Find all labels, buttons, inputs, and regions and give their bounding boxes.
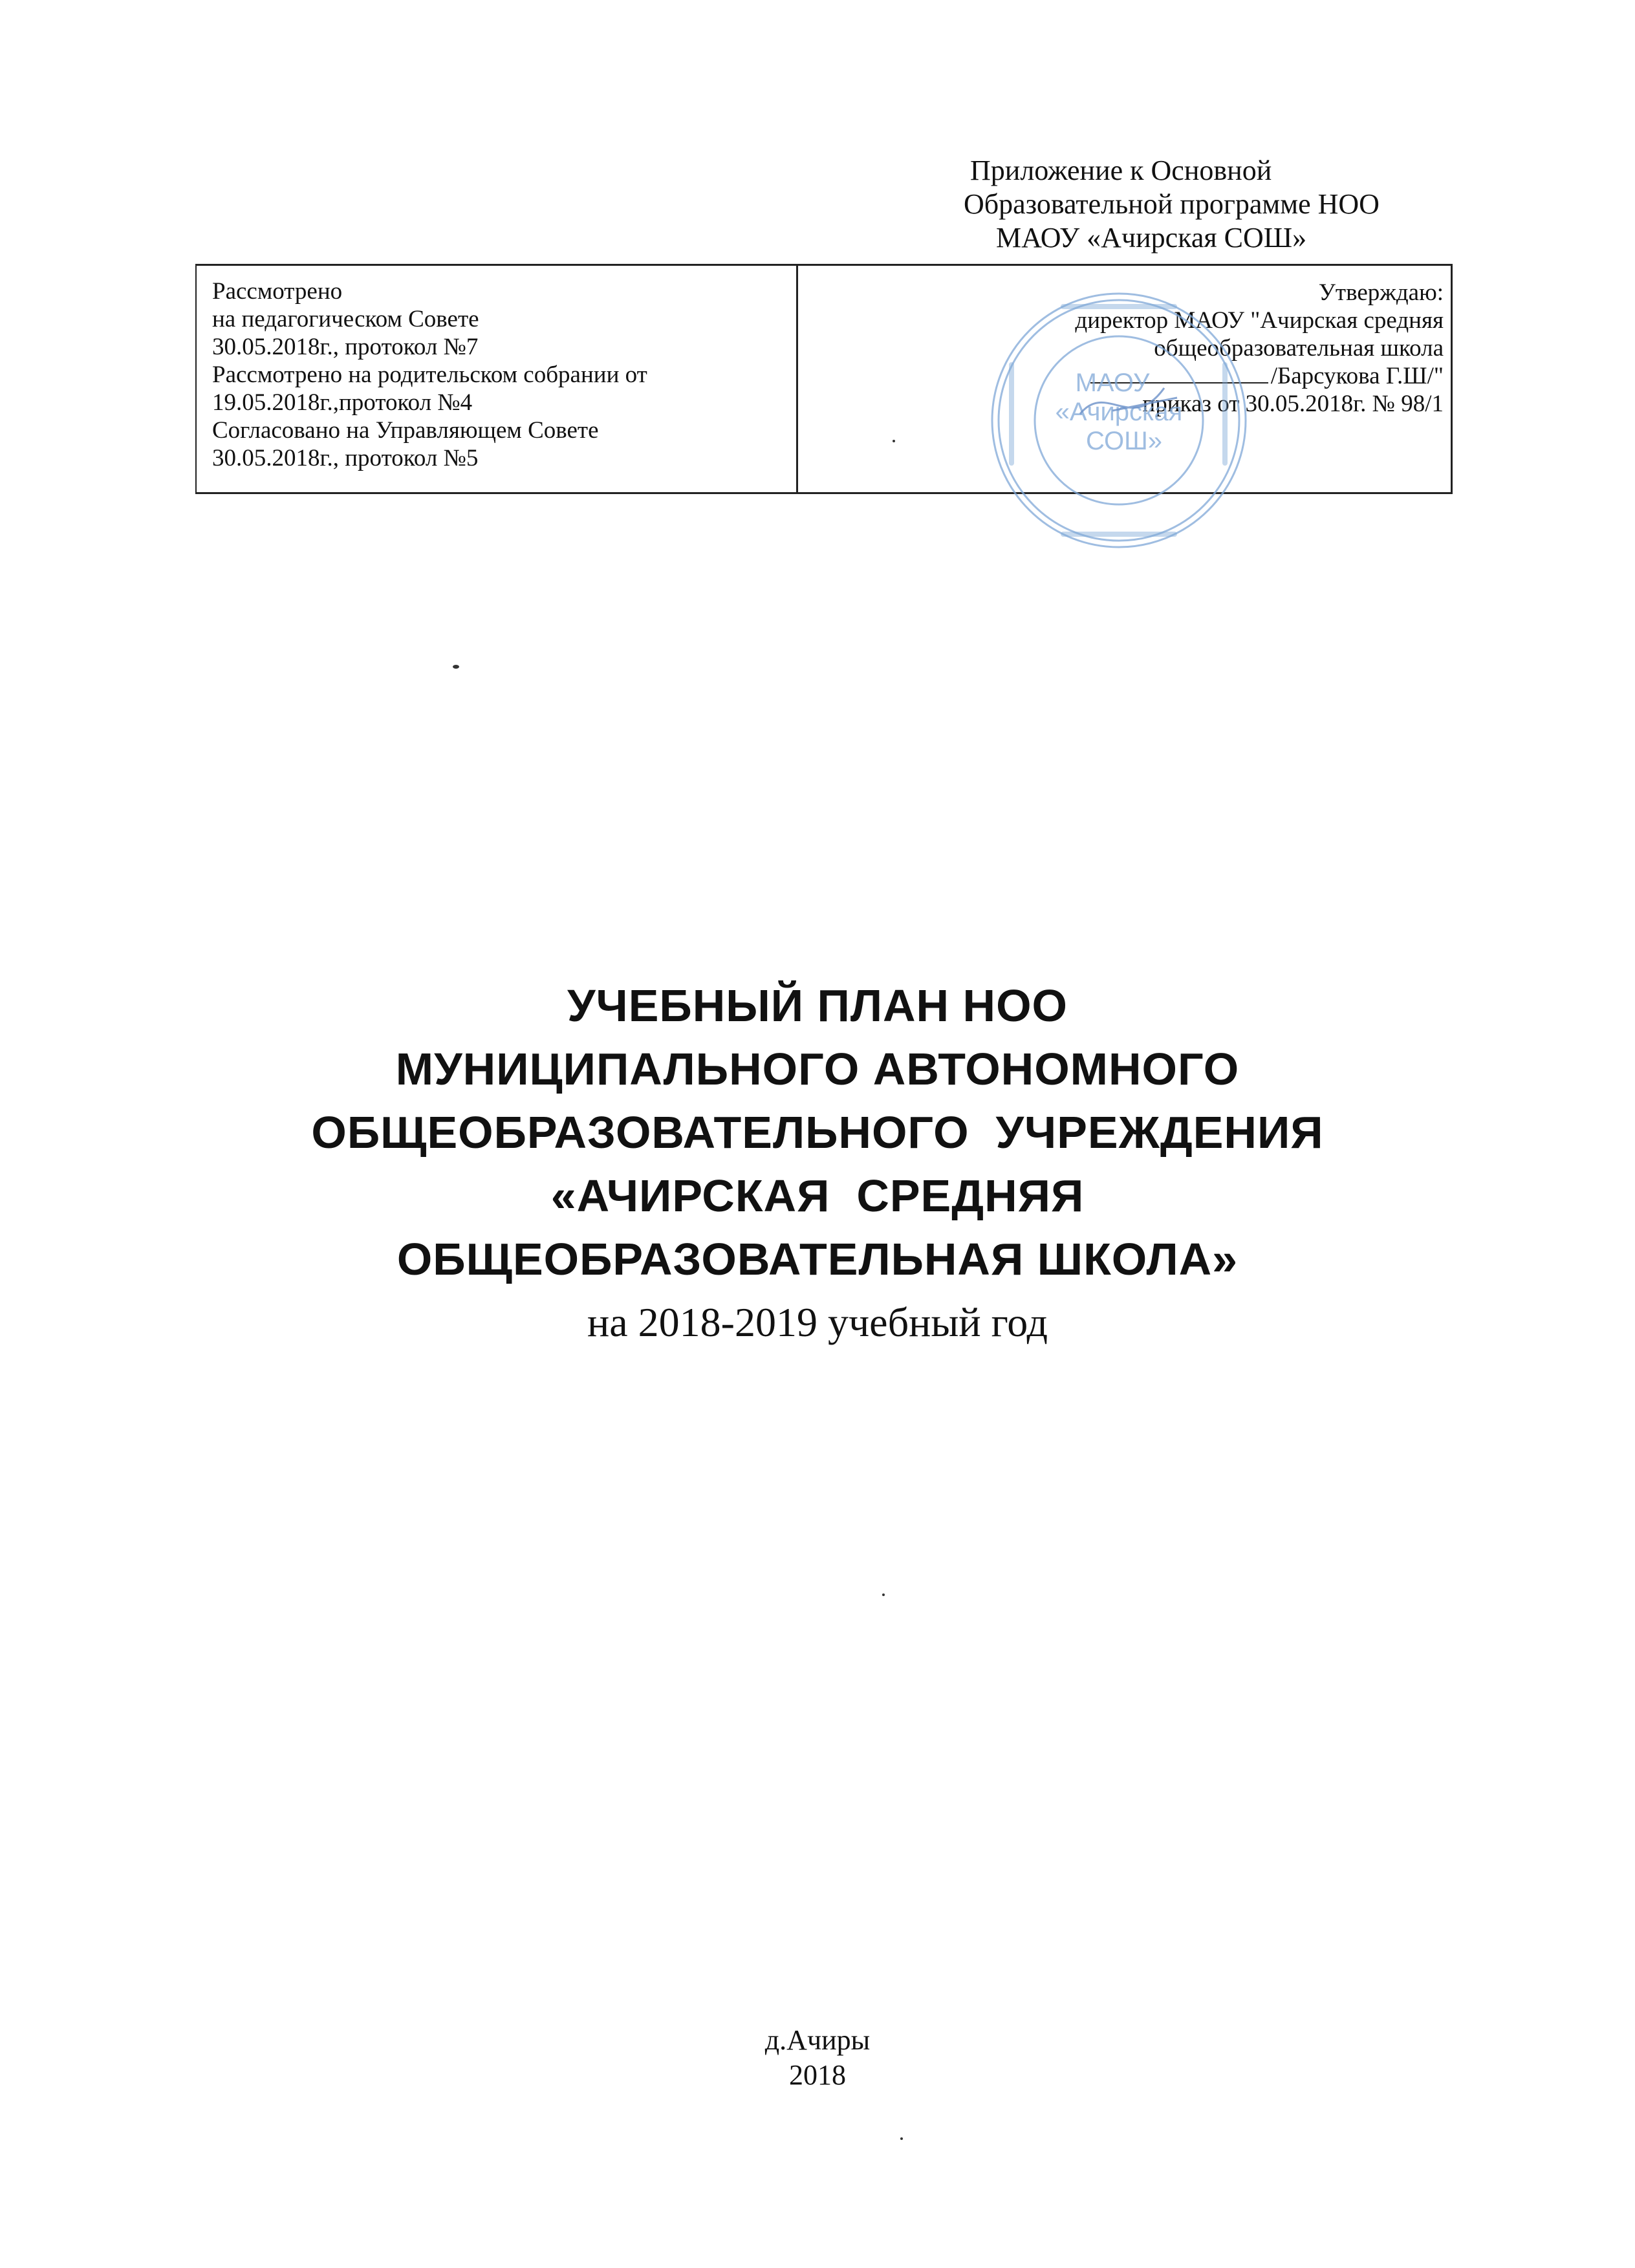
approval-line: директор МАОУ "Ачирская средняя bbox=[1075, 307, 1444, 334]
document-title bbox=[0, 977, 1635, 1352]
svg-text:МАОУ: МАОУ bbox=[1075, 369, 1150, 397]
school-stamp bbox=[983, 285, 1255, 556]
scan-speck bbox=[893, 440, 895, 442]
title-line: МУНИЦИПАЛЬНОГО АВТОНОМНОГО bbox=[395, 1044, 1240, 1094]
approval-line: /Барсукова Г.Ш/" bbox=[1270, 363, 1444, 389]
review-line: 30.05.2018г., протокол №7 bbox=[212, 334, 479, 360]
svg-text:«Ачирская: «Ачирская bbox=[1055, 398, 1183, 426]
approval-table bbox=[195, 264, 1453, 494]
review-line: Рассмотрено на родительском собрании от bbox=[212, 362, 647, 388]
scan-speck bbox=[900, 2137, 903, 2140]
title-line: «АЧИРСКАЯ СРЕДНЯЯ bbox=[550, 1171, 1085, 1221]
academic-year: на 2018-2019 учебный год bbox=[587, 1299, 1048, 1345]
review-line: Согласовано на Управляющем Совете bbox=[212, 417, 599, 444]
header-note-line: Приложение к Основной bbox=[970, 155, 1272, 186]
title-line: ОБЩЕОБРАЗОВАТЕЛЬНОГО УЧРЕЖДЕНИЯ bbox=[311, 1107, 1324, 1158]
review-line: 19.05.2018г.,протокол №4 bbox=[212, 389, 473, 416]
scan-speck bbox=[882, 1593, 885, 1596]
approval-line: Утверждаю: bbox=[1318, 279, 1444, 306]
svg-text:СОШ»: СОШ» bbox=[1085, 427, 1163, 455]
review-line: Рассмотрено bbox=[212, 278, 343, 305]
scan-speck bbox=[453, 665, 459, 669]
footer-year: 2018 bbox=[789, 2059, 846, 2091]
review-line: на педагогическом Совете bbox=[212, 306, 479, 332]
place-name: д.Ачиры bbox=[764, 2024, 871, 2056]
title-line: ОБЩЕОБРАЗОВАТЕЛЬНАЯ ШКОЛА» bbox=[396, 1234, 1239, 1284]
footer bbox=[0, 2023, 1635, 2093]
approval-line: общеобразовательная школа bbox=[1154, 335, 1444, 362]
review-cell bbox=[197, 266, 798, 492]
title-line: УЧЕБНЫЙ ПЛАН НОО bbox=[567, 980, 1068, 1031]
approval-line: приказ от 30.05.2018г. № 98/1 bbox=[1142, 391, 1444, 417]
review-line: 30.05.2018г., протокол №5 bbox=[212, 445, 479, 471]
header-note-line: Образовательной программе НОО bbox=[964, 188, 1380, 220]
header-note bbox=[931, 154, 1488, 255]
header-note-line: МАОУ «Ачирская СОШ» bbox=[996, 222, 1307, 254]
